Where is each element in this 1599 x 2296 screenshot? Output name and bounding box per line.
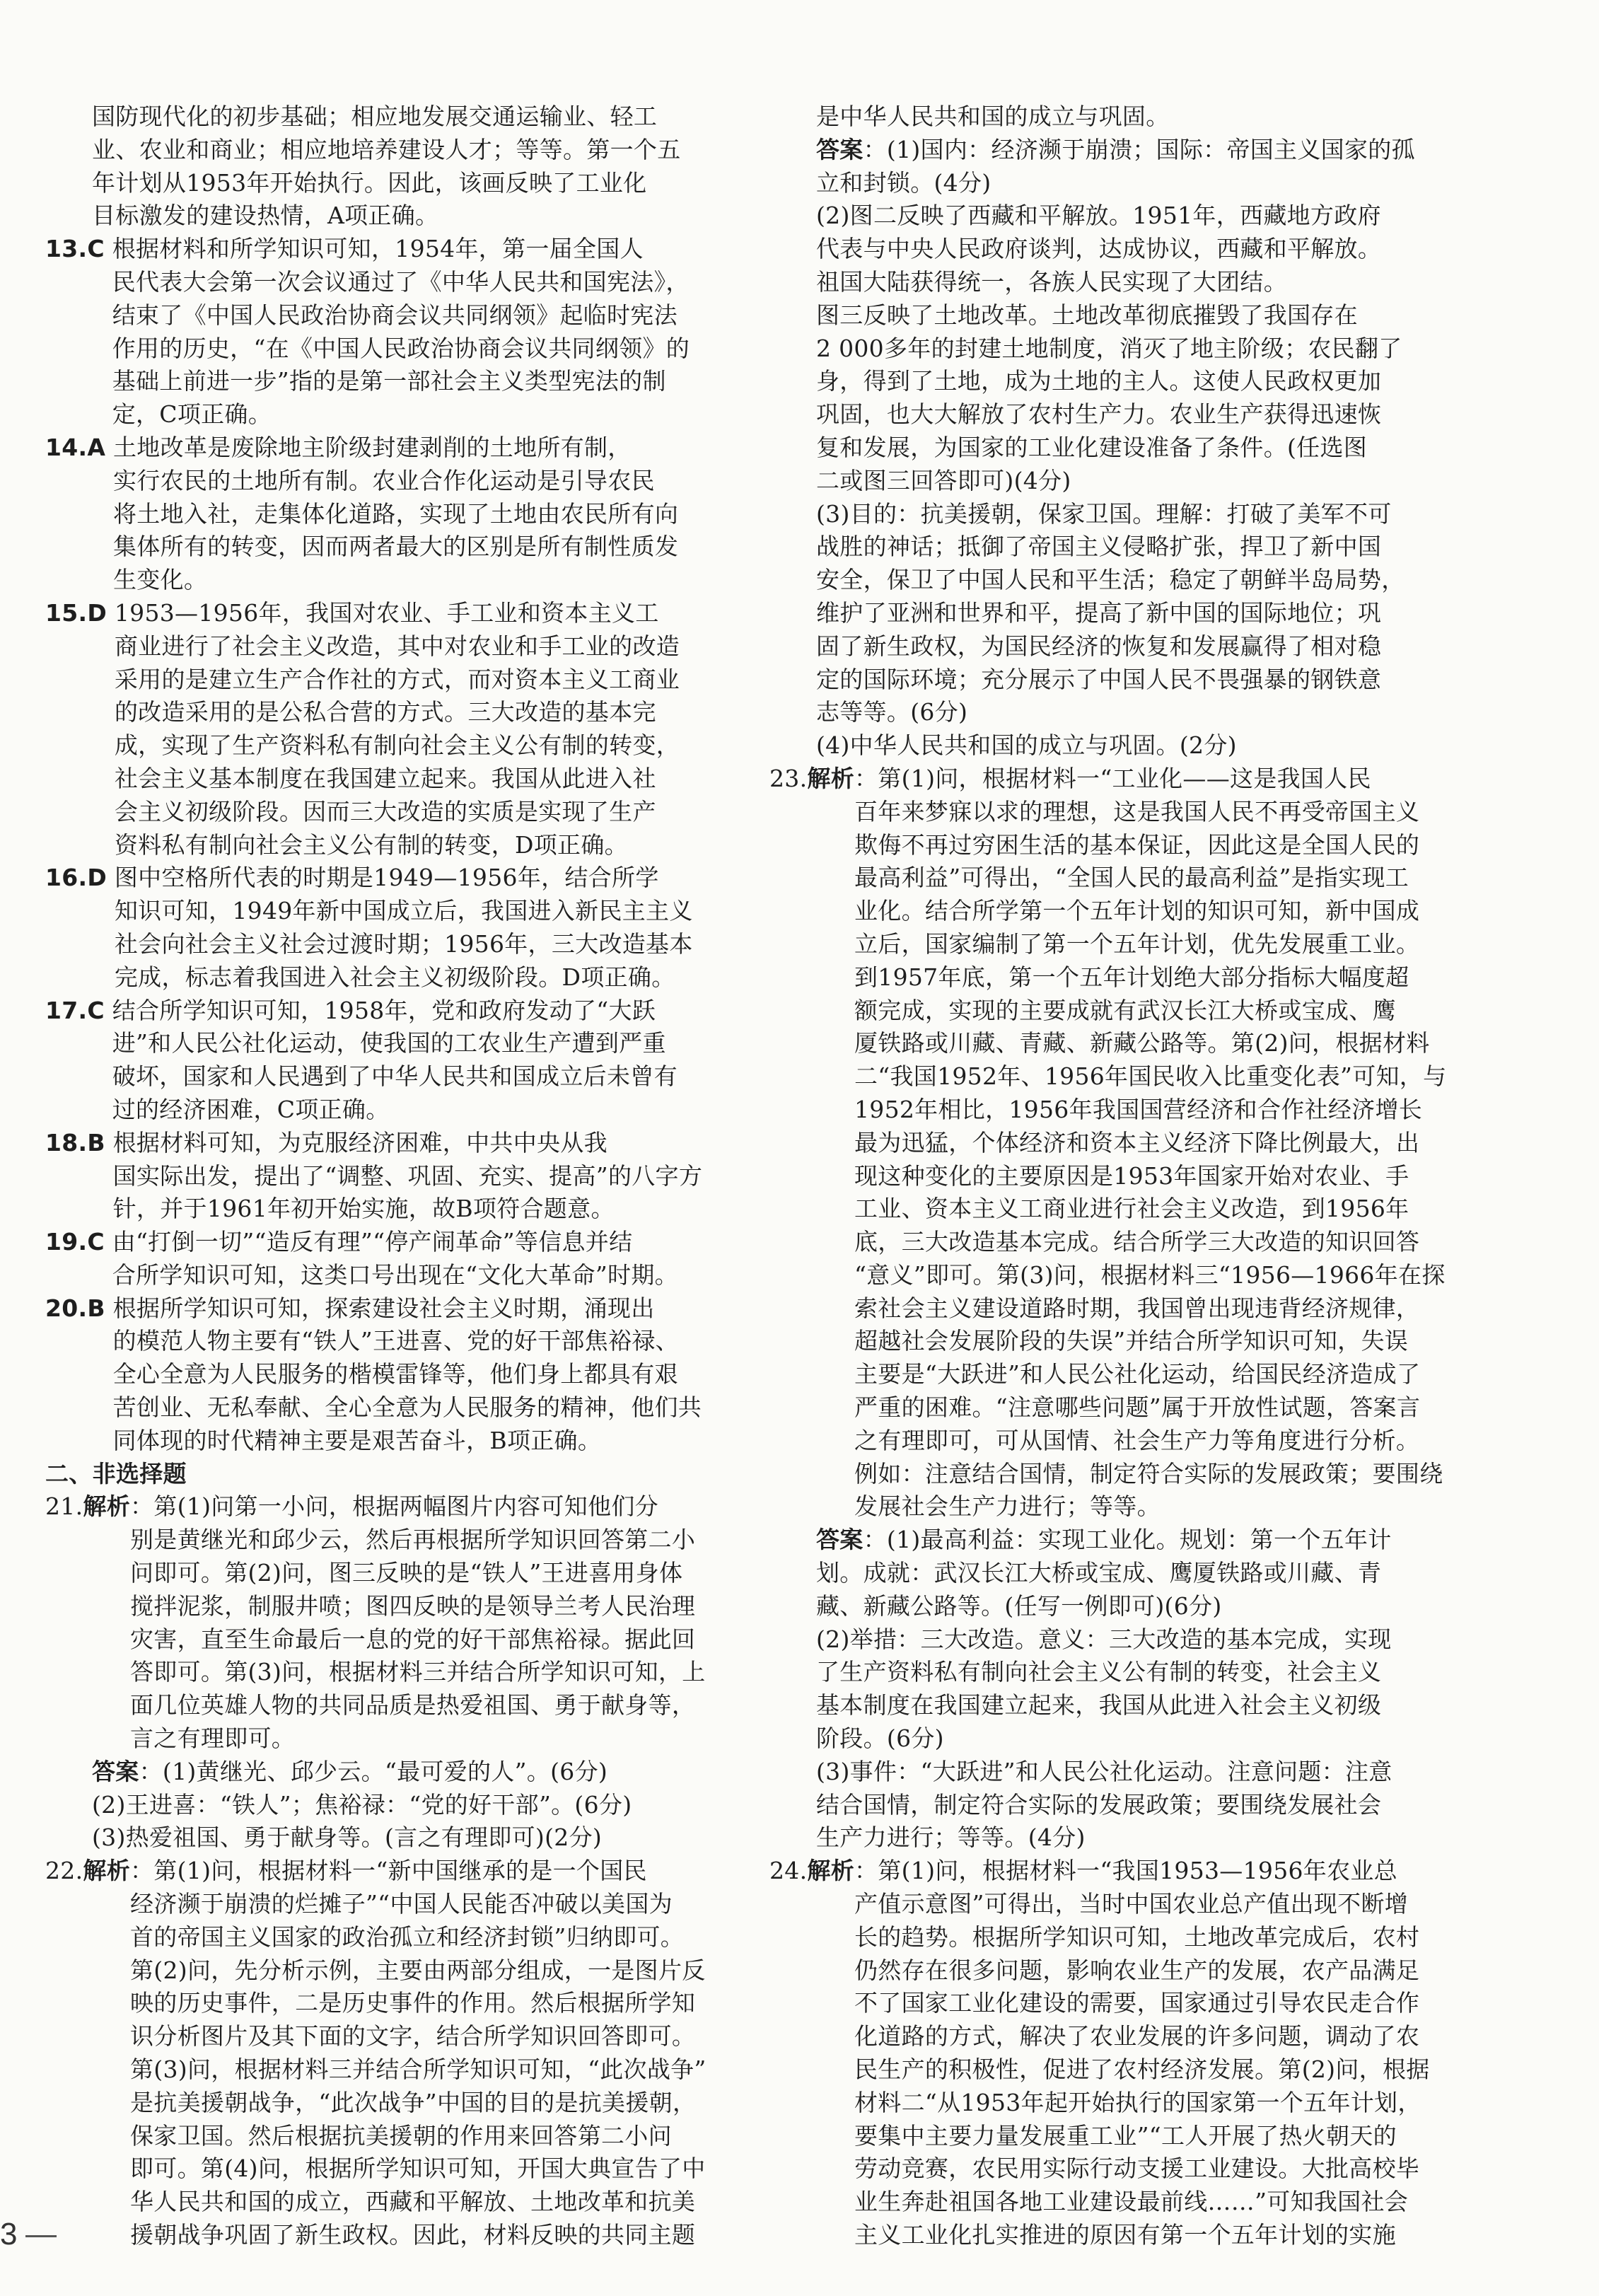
answer-item-15	[45, 597, 764, 862]
analysis-text: ：第(1)问第一小问，根据两幅图片内容可知他们分 别是黄继光和邱少云，然后再根据所学知识回答第二小 问即可。第(2)问，图三反映的是“铁人”王进喜用身体 搅拌泥浆，制服井喷；图四反映的是领导兰考人民治理 灾害，直至生命最后一息的党的好干部焦裕禄。据此回 答即可。第(3)问，根据材料三并结合所学知识可知，上 面几位英雄人物的共同品质是热爱祖国、勇于献身等， 言之有理即可。	[130, 1492, 706, 1753]
analysis-text: ：第(1)问，根据材料一“新中国继承的是一个国民 经济濒于崩溃的烂摊子”“中国人民能否冲破以美国为 首的帝国主义国家的政治孤立和经济封锁”归纳即可。 第(2)问，先分析示例，主要由两部分组成，一是图片反 映的历史事件，二是历史事件的作用。然后根据所学知 识分析图片及其下面的文字，结合所学知识回答即可。 第(3)问，根据材料三并结合所学知识可知，“此次战争” 是抗美援朝战争，“此次战争”中国的目的是抗美援朝， 保家卫国。然后根据抗美援朝的作用来回答第二小问 即可。第(4)问，根据所学知识可知，开国大典宣告了中 华人民共和国的成立，西藏和平解放、土地改革和抗美 援朝战争巩固了新生政权。因此，材料反映的共同主题	[130, 1857, 707, 2249]
answer-label: 答案	[816, 1526, 864, 1554]
answer-text: ：(1)黄继光、邱少云。“最可爱的人”。(6分) (2)王进喜：“铁人”；焦裕禄：“党的好干部”。(6分) (3)热爱祖国、勇于献身等。(言之有理即可)(2分)	[92, 1757, 632, 1852]
answer-item-20	[45, 1292, 764, 1458]
answer-block-21	[45, 1756, 764, 1855]
item-explanation: 根据所学知识可知，探索建设社会主义时期，涌现出 的模范人物主要有“铁人”王进喜、党的好干部焦裕禄、 全心全意为人民服务的楷模雷锋等，他们身上都具有艰 苦创业、无私奉献、全心全意为人民服务的精神，他们共 同体现的时代精神主要是艰苦奋斗，B项正确。	[112, 1294, 702, 1454]
answer-item-18	[45, 1127, 764, 1226]
answer-label: 答案	[816, 135, 864, 163]
left-column	[45, 100, 764, 2252]
item-number: 20.	[45, 1294, 88, 1322]
item-number: 21.	[45, 1492, 83, 1521]
item-number: 22.	[45, 1857, 83, 1885]
answer-label: 答案	[92, 1757, 139, 1785]
question-22	[45, 1855, 764, 2252]
answer-item-16	[45, 862, 764, 994]
item-explanation: 土地改革是废除地主阶级封建剥削的土地所有制， 实行农民的土地所有制。农业合作化运动是引导农民 将土地入社，走集体化道路，实现了土地由农民所有向 集体所有的转变，因而两者最大的区别是所有制性质发 生变化。	[113, 433, 679, 594]
item-number: 18.	[45, 1128, 88, 1156]
analysis-label: 解析	[807, 764, 854, 792]
item-explanation: 结合所学知识可知，1958年，党和政府发动了“大跃 进”和人民公社化运动，使我国的工农业生产遭到严重 破坏，国家和人民遇到了中华人民共和国成立后未曾有 过的经济困难，C项正确。	[112, 996, 678, 1123]
item-explanation: 根据材料可知，为克服经济困难，中共中央从我 国实际出发，提出了“调整、巩固、充实、提高”的八字方 针，并于1961年初开始实施，故B项符合题意。	[112, 1128, 703, 1223]
answer-block-22	[769, 134, 1477, 763]
item-number: 16.	[45, 864, 88, 892]
answer-text: ：(1)最高利益：实现工业化。规划：第一个五年计 划。成就：武汉长江大桥或宝成、鹰厦铁路或川藏、青 藏、新藏公路等。(任写一例即可)(6分) (2)举措：三大改造。意义：三大改造的基本完成，实现 了生产资料私有制向社会主义公有制的转变，社会主义 基本制度在我国建立起来，我国从此进入社会主义初级 阶段。(6分) (3)事件：“大跃进”和人民公社化运动。注意问题：注意 结合国情，制定符合实际的发展政策；要围绕发展社会 生产力进行；等等。(4分)	[816, 1526, 1392, 1852]
analysis-label: 解析	[807, 1857, 854, 1885]
answer-item-13	[45, 233, 764, 431]
section-title: 二、非选择题	[45, 1459, 187, 1488]
item-number: 14.	[45, 433, 88, 461]
item-number: 15.	[45, 598, 88, 627]
analysis-text: ：第(1)问，根据材料一“工业化——这是我国人民 百年来梦寐以求的理想，这是我国人民不再受帝国主义 欺侮不再过穷困生活的基本保证，因此这是全国人民的 最高利益”可得出，“全国人民的最高利益”是指实现工 业化。结合所学第一个五年计划的知识可知，新中国成 立后，国家编制了第一个五年计划，优先发展重工业。 到1957年底，第一个五年计划绝大部分指标大幅度超 额完成，实现的主要成就有武汉长江大桥或宝成、鹰 厦铁路或川藏、青藏、新藏公路等。第(2)问，根据材料 二“我国1952年、1956年国民收入比重变化表”可知，与 1952年相比，1956年我国国营经济和合作社经济增长 最为迅猛，个体经济和资本主义经济下降比例最大，出 现这种变化的主要原因是1953年国家开始对农业、手 工业、资本主义工商业进行社会主义改造，到1956年 底，三大改造基本完成。结合所学三大改造的知识回答 “意义”即可。第(3)问，根据材料三“1956—1966年在探 索社会主义建设道路时期，我国曾出现违背经济规律， 超越社会发展阶段的失误”并结合所学知识可知，失误 主要是“大跃进”和人民公社化运动，给国民经济造成了 严重的困难。“注意哪些问题”属于开放性试题，答案言 之有理即可，可从国情、社会生产力等角度进行分析。 例如：注意结合国情，制定符合实际的发展政策；要围绕 发展社会生产力进行；等等。	[854, 764, 1447, 1521]
continued-paragraph: 是中华人民共和国的成立与巩固。	[816, 103, 1170, 130]
footer-rule	[25, 2235, 57, 2237]
item-explanation: 1953—1956年，我国对农业、手工业和资本主义工 商业进行了社会主义改造，其中对农业和手工业的改造 采用的是建立生产合作社的方式，而对资本主义工商业 的改造采用的是公私合营的方式。三大改造的基本完 成，实现了生产资料私有制向社会主义公有制的转变， 社会主义基本制度在我国建立起来。我国从此进入社 会主义初级阶段。因而三大改造的实质是实现了生产 资料私有制向社会主义公有制的转变，D项正确。	[114, 598, 680, 859]
answer-item-17	[45, 995, 764, 1127]
answer-item-14	[45, 431, 764, 597]
analysis-text: ：第(1)问，根据材料一“我国1953—1956年农业总 产值示意图”可得出，当时中国农业总产值出现不断增 长的趋势。根据所学知识可知，土地改革完成后，农村 仍然存在很多问题，影响农业生产的发展，农产品满足 不了国家工业化建设的需要，国家通过引导农民走合作 化道路的方式，解决了农业发展的许多问题，调动了农 民生产的积极性，促进了农村经济发展。第(2)问，根据 材料二“从1953年起开始执行的国家第一个五年计划， 要集中主要力量发展重工业”“工人开展了热火朝天的 劳动竞赛，农民用实际行动支援工业建设。大批高校毕 业生奔赴祖国各地工业建设最前线……”可知我国社会 主义工业化扎实推进的原因有第一个五年计划的实施	[854, 1857, 1430, 2249]
item-explanation: 图中空格所代表的时期是1949—1956年，结合所学 知识可知，1949年新中国成立后，我国进入新民主主义 社会向社会主义社会过渡时期；1956年，三大改造基本 完成，标志着我国进入社会主义初级阶段。D项正确。	[114, 864, 693, 991]
item-answer-letter: D	[87, 864, 107, 892]
answer-text: ：(1)国内：经济濒于崩溃；国际：帝国主义国家的孤 立和封锁。(4分) (2)图二反映了西藏和平解放。1951年，西藏地方政府 代表与中央人民政府谈判，达成协议，西藏和平解放。 祖国大陆获得统一，各族人民实现了大团结。 图三反映了土地改革。土地改革彻底摧毁了我国存在 2 000多年的封建土地制度，消灭了地主阶级；农民翻了 身，得到了土地，成为土地的主人。这使人民政权更加 巩固，也大大解放了农村生产力。农业生产获得迅速恢 复和发展，为国家的工业化建设准备了条件。(任选图 二或图三回答即可)(4分) (3)目的：抗美援朝，保家卫国。理解：打破了美军不可 战胜的神话；抵御了帝国主义侵略扩张，捍卫了新中国 安全，保卫了中国人民和平生活；稳定了朝鲜半岛局势， 维护了亚洲和世界和平，提高了新中国的国际地位；巩 固了新生政权，为国民经济的恢复和发展赢得了相对稳 定的国际环境；充分展示了中国人民不畏强暴的钢铁意 志等等。(6分) (4)中华人民共和国的成立与巩固。(2分)	[816, 135, 1415, 760]
item-answer-letter: D	[87, 598, 107, 627]
continued-paragraph: 国防现代化的初步基础；相应地发展交通运输业、轻工 业、农业和商业；相应地培养建设人才；等等。第一个五 年计划从1953年开始执行。因此，该画反映了工业化 目标激发的建设热情，A项正确。	[92, 103, 681, 230]
answer-block-23	[769, 1524, 1477, 1855]
item-answer-letter: C	[87, 235, 105, 263]
right-column	[769, 100, 1477, 2252]
question-23	[769, 763, 1477, 1524]
item-explanation: 由“打倒一切”“造反有理”“停产闹革命”等信息并结 合所学知识可知，这类口号出现在“文化大革命”时期。	[112, 1228, 678, 1289]
item-number: 13.	[45, 235, 88, 263]
answer-item-19	[45, 1226, 764, 1292]
question-24	[769, 1855, 1477, 2252]
analysis-label: 解析	[83, 1857, 130, 1885]
page-footer	[0, 2217, 57, 2252]
item-number: 23.	[769, 764, 808, 792]
page-number: 3	[0, 2217, 18, 2251]
question-21	[45, 1490, 764, 1755]
item-number: 17.	[45, 996, 88, 1024]
item-number: 19.	[45, 1228, 88, 1256]
item-answer-letter: B	[87, 1128, 105, 1156]
analysis-label: 解析	[83, 1492, 130, 1521]
item-explanation: 根据材料和所学知识可知，1954年，第一届全国人 民代表大会第一次会议通过了《中华人民共和国宪法》， 结束了《中国人民政治协商会议共同纲领》起临时宪法 作用的历史，“在《中国人民政治协商会议共同纲领》的 基础上前进一步”指的是第一部社会主义类型宪法的制 定，C项正确。	[112, 235, 690, 429]
item-answer-letter: B	[87, 1294, 105, 1322]
item-answer-letter: C	[87, 996, 105, 1024]
item-number: 24.	[769, 1857, 808, 1885]
item-answer-letter: C	[87, 1228, 105, 1256]
item-answer-letter: A	[87, 433, 106, 461]
